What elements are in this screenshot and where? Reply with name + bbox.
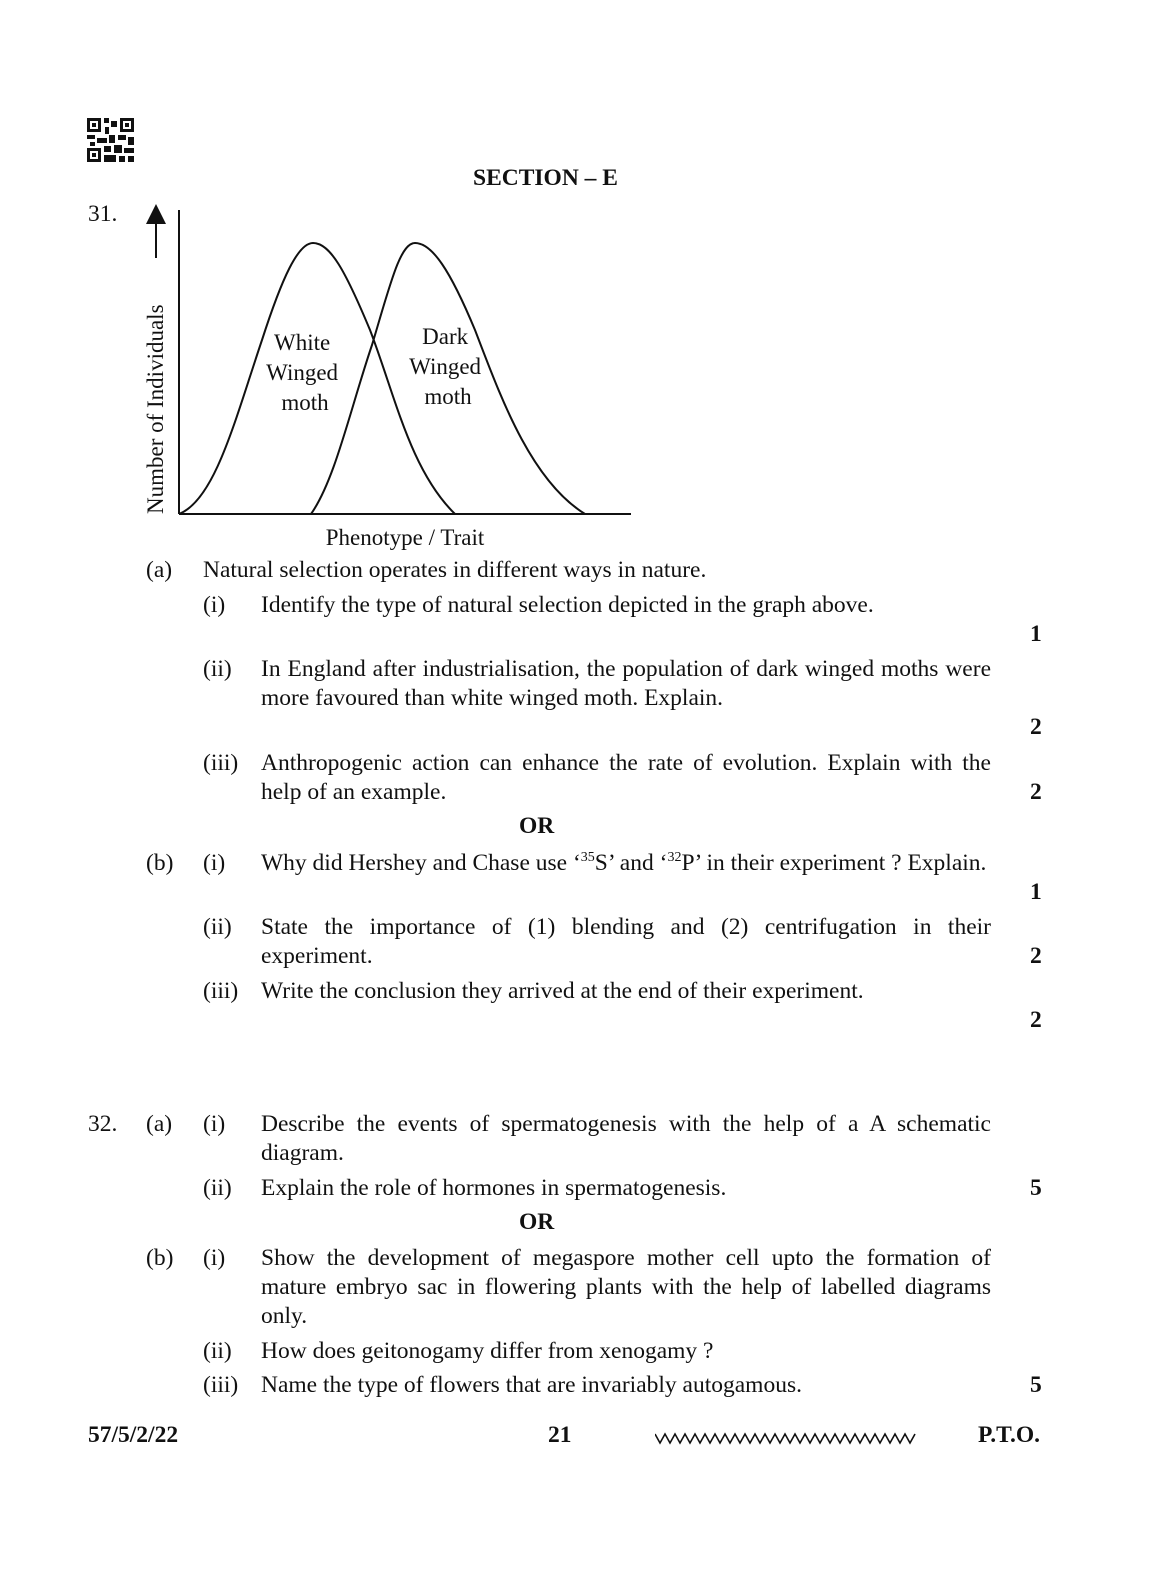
q32-b-ii-label: (ii) (203, 1338, 232, 1364)
q31-or: OR (519, 813, 555, 839)
q32-a-ii-label: (ii) (203, 1175, 232, 1201)
q31-a-i-label: (i) (203, 592, 226, 618)
q32-or: OR (519, 1209, 555, 1235)
question-number-32: 32. (88, 1111, 118, 1137)
q32-a-label: (a) (146, 1111, 173, 1137)
q31-b-ii-text: State the importance of (1) blending and (2) centrifugation in their experiment. (261, 914, 991, 969)
footer-paper-code: 57/5/2/22 (88, 1422, 179, 1448)
q32-b-i-text: Show the development of megaspore mother cell upto the formation of mature embryo sac in flowering plants with the help of labelled diagrams only. (261, 1245, 991, 1329)
zigzag-decoration (655, 1431, 917, 1445)
q32-a-i-label: (i) (203, 1111, 226, 1137)
q31-a-ii-marks: 2 (1030, 714, 1042, 740)
q31-b-i-marks: 1 (1030, 879, 1042, 905)
x-axis-label: Phenotype / Trait (325, 525, 485, 550)
q31-b-ii-label: (ii) (203, 914, 232, 940)
q31-a-iii-label: (iii) (203, 750, 239, 776)
question-number-31: 31. (88, 201, 118, 227)
q32-a-marks: 5 (1030, 1175, 1042, 1201)
q31-b-i-label: (i) (203, 850, 226, 876)
q31-a-i-marks: 1 (1030, 621, 1042, 647)
q31-b-label: (b) (146, 850, 174, 876)
q32-a-i-text: Describe the events of spermatogenesis with the help of a A schematic diagram. (261, 1111, 991, 1166)
q32-b-i-label: (i) (203, 1245, 226, 1271)
q32-a-ii-text: Explain the role of hormones in spermatogenesis. (261, 1175, 727, 1201)
q31-b-iii-text: Write the conclusion they arrived at the end of their experiment. (261, 978, 864, 1004)
q32-b-ii-text: How does geitonogamy differ from xenogamy ? (261, 1338, 714, 1364)
q31-b-iii-marks: 2 (1030, 1007, 1042, 1033)
y-axis-label: Number of Individuals (143, 304, 168, 514)
qr-code-icon (87, 118, 134, 162)
dark-moth-label: Dark Winged moth (409, 324, 482, 409)
q31-a-label: (a) (146, 557, 173, 583)
q31-a-iii-text: Anthropogenic action can enhance the rate of evolution. Explain with the help of an example. (261, 750, 991, 805)
q32-b-iii-text: Name the type of flowers that are invariably autogamous. (261, 1372, 802, 1398)
q31-a-stem: Natural selection operates in different ways in nature. (203, 557, 707, 583)
q32-b-marks: 5 (1030, 1372, 1042, 1398)
section-title: SECTION – E (473, 165, 618, 191)
natural-selection-graph (130, 200, 650, 560)
q31-b-ii-marks: 2 (1030, 943, 1042, 969)
q31-a-ii-label: (ii) (203, 656, 232, 682)
q31-b-i-text: Why did Hershey and Chase use ‘$^{35}$S’ and ‘$^{32}$P’ in their experiment ? Explain. (261, 850, 987, 876)
white-moth-label: White Winged moth (266, 330, 339, 415)
q31-a-ii-text: In England after industrialisation, the population of dark winged moths were more favoured than white winged moth. Explain. (261, 656, 991, 711)
q31-a-iii-marks: 2 (1030, 779, 1042, 805)
footer-pto: P.T.O. (978, 1422, 1041, 1448)
q31-a-i-text: Identify the type of natural selection depicted in the graph above. (261, 592, 874, 618)
q32-b-iii-label: (iii) (203, 1372, 239, 1398)
q31-b-iii-label: (iii) (203, 978, 239, 1004)
q32-b-label: (b) (146, 1245, 174, 1271)
footer-page-number: 21 (548, 1422, 572, 1448)
